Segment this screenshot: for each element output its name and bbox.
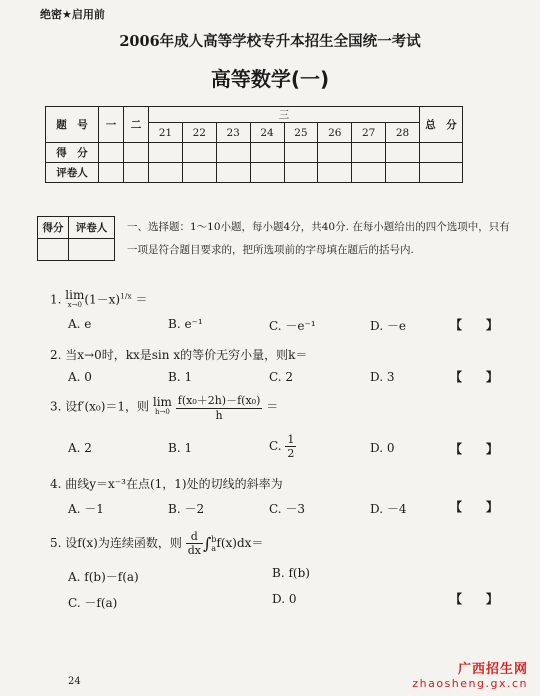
- sub-question-number: 25: [284, 123, 318, 143]
- answer-bracket[interactable]: 【 】: [450, 442, 499, 456]
- section-instruction: 一、选择题：1～10小题，每小题4分，共40分. 在每小题给出的四个选项中，只有一项是符合题目要求的，把所选项前的字母填在题后的括号内.: [127, 221, 510, 256]
- watermark-url: zhaosheng.gx.cn: [412, 677, 528, 690]
- score-row: [46, 143, 463, 163]
- sub-question-number: 24: [250, 123, 284, 143]
- grader-row: [46, 163, 463, 183]
- option-d[interactable]: D. －4: [370, 502, 407, 516]
- grader-cell[interactable]: [99, 163, 124, 183]
- question-number: 2.: [50, 348, 62, 362]
- section-grader-label: 评卷人: [69, 217, 115, 239]
- option-d[interactable]: D. 0: [272, 592, 297, 606]
- grader-cell[interactable]: [149, 163, 183, 183]
- limit-operator: lim x→0: [65, 288, 85, 309]
- grader-cell[interactable]: [182, 163, 216, 183]
- answer-bracket[interactable]: 【 】: [450, 318, 499, 332]
- part-one-header: 一: [99, 107, 124, 143]
- grader-cell[interactable]: [420, 163, 463, 183]
- total-header: 总 分: [420, 107, 463, 143]
- part-three-header: 三: [149, 107, 420, 123]
- option-a[interactable]: A. －1: [68, 502, 104, 516]
- integral-sign: ∫: [202, 534, 212, 553]
- derivative-operator: $\frac{d}{dx}$: [187, 530, 201, 557]
- score-cell[interactable]: [284, 143, 318, 163]
- option-c[interactable]: C. －f(a): [68, 596, 118, 610]
- sub-question-number: 27: [352, 123, 386, 143]
- grader-cell[interactable]: [352, 163, 386, 183]
- score-row-label: 得 分: [46, 143, 99, 163]
- exam-title: 2006年成人高等学校专升本招生全国统一考试: [119, 33, 421, 50]
- grader-row-label: 评卷人: [46, 163, 99, 183]
- answer-bracket[interactable]: 【 】: [450, 370, 499, 384]
- section-score-cell[interactable]: [38, 239, 69, 261]
- question-4-stem: 4. 曲线y＝x⁻³在点(1，1)处的切线的斜率为: [50, 477, 283, 491]
- option-b[interactable]: B. e⁻¹: [168, 317, 203, 331]
- sub-question-number: 28: [386, 123, 420, 143]
- difference-quotient: $\frac{\text{f(x₀＋2h)－f(x₀)}}{h}$: [177, 394, 261, 422]
- answer-bracket[interactable]: 【 】: [450, 592, 499, 606]
- option-b[interactable]: B. f(b): [272, 566, 310, 580]
- question-number-header: 题 号: [46, 107, 99, 143]
- watermark-name: 广西招生网: [457, 662, 528, 677]
- score-table: [45, 106, 463, 183]
- answer-bracket[interactable]: 【 】: [450, 500, 499, 514]
- question-1-stem: 1. lim x→0 $(1-x)^{1/x}$ ＝: [50, 288, 148, 309]
- question-5-stem: 5. 设f(x)为连续函数，则 $\frac{d}{dx}$ ∫ b a f(x)dx＝: [50, 530, 264, 557]
- sub-question-number: 22: [182, 123, 216, 143]
- section-score-box: [37, 216, 115, 261]
- option-d[interactable]: D. 3: [370, 370, 395, 384]
- option-c[interactable]: C. －e⁻¹: [269, 319, 316, 333]
- sub-question-number: 21: [149, 123, 183, 143]
- score-cell[interactable]: [318, 143, 352, 163]
- sub-question-number: 23: [216, 123, 250, 143]
- grader-cell[interactable]: [250, 163, 284, 183]
- question-number: 1.: [50, 292, 62, 307]
- score-cell[interactable]: [124, 143, 149, 163]
- exam-subtitle: 高等数学(一): [210, 67, 330, 91]
- score-cell[interactable]: [149, 143, 183, 163]
- option-b[interactable]: B. －2: [168, 502, 205, 516]
- confidential-label: 绝密★启用前: [40, 8, 105, 21]
- option-c[interactable]: C. 2: [269, 370, 294, 384]
- question-number: 4.: [50, 477, 62, 491]
- option-d[interactable]: D. －e: [370, 319, 406, 333]
- grader-cell[interactable]: [318, 163, 352, 183]
- limit-operator: lim h→0: [152, 395, 172, 416]
- grader-cell[interactable]: [216, 163, 250, 183]
- fraction-one-half: $\frac{1}{2}$: [287, 433, 295, 460]
- score-cell[interactable]: [99, 143, 124, 163]
- option-a[interactable]: A. f(b)－f(a): [68, 570, 139, 584]
- grader-cell[interactable]: [386, 163, 420, 183]
- option-a[interactable]: A. e: [68, 317, 92, 331]
- grader-cell[interactable]: [124, 163, 149, 183]
- score-cell[interactable]: [352, 143, 386, 163]
- score-cell[interactable]: [386, 143, 420, 163]
- section-grader-cell[interactable]: [69, 239, 115, 261]
- question-number: 3.: [50, 399, 62, 414]
- option-c[interactable]: C. $\frac{1}{2}$: [269, 433, 295, 460]
- question-2-stem: 2. 当x→0时，kx是sin x的等价无穷小量，则k＝: [50, 348, 308, 362]
- part-two-header: 二: [124, 107, 149, 143]
- option-a[interactable]: A. 0: [68, 370, 92, 384]
- option-b[interactable]: B. 1: [168, 441, 193, 455]
- option-b[interactable]: B. 1: [168, 370, 193, 384]
- score-cell[interactable]: [420, 143, 463, 163]
- score-cell[interactable]: [216, 143, 250, 163]
- page-number: 24: [68, 676, 81, 687]
- section-score-label: 得分: [38, 217, 69, 239]
- question-number: 5.: [50, 536, 62, 550]
- integral-limits: b a: [211, 534, 217, 553]
- option-d[interactable]: D. 0: [370, 441, 395, 455]
- question-3-stem: 3. 设f′(x₀)＝1，则 lim h→0 $\frac{\text{f(x₀＋2h)－f(x₀)}}{h}$ ＝: [50, 394, 279, 422]
- score-cell[interactable]: [250, 143, 284, 163]
- option-c[interactable]: C. －3: [269, 502, 306, 516]
- source-watermark: [412, 658, 528, 690]
- option-a[interactable]: A. 2: [68, 441, 92, 455]
- score-cell[interactable]: [182, 143, 216, 163]
- grader-cell[interactable]: [284, 163, 318, 183]
- sub-question-number: 26: [318, 123, 352, 143]
